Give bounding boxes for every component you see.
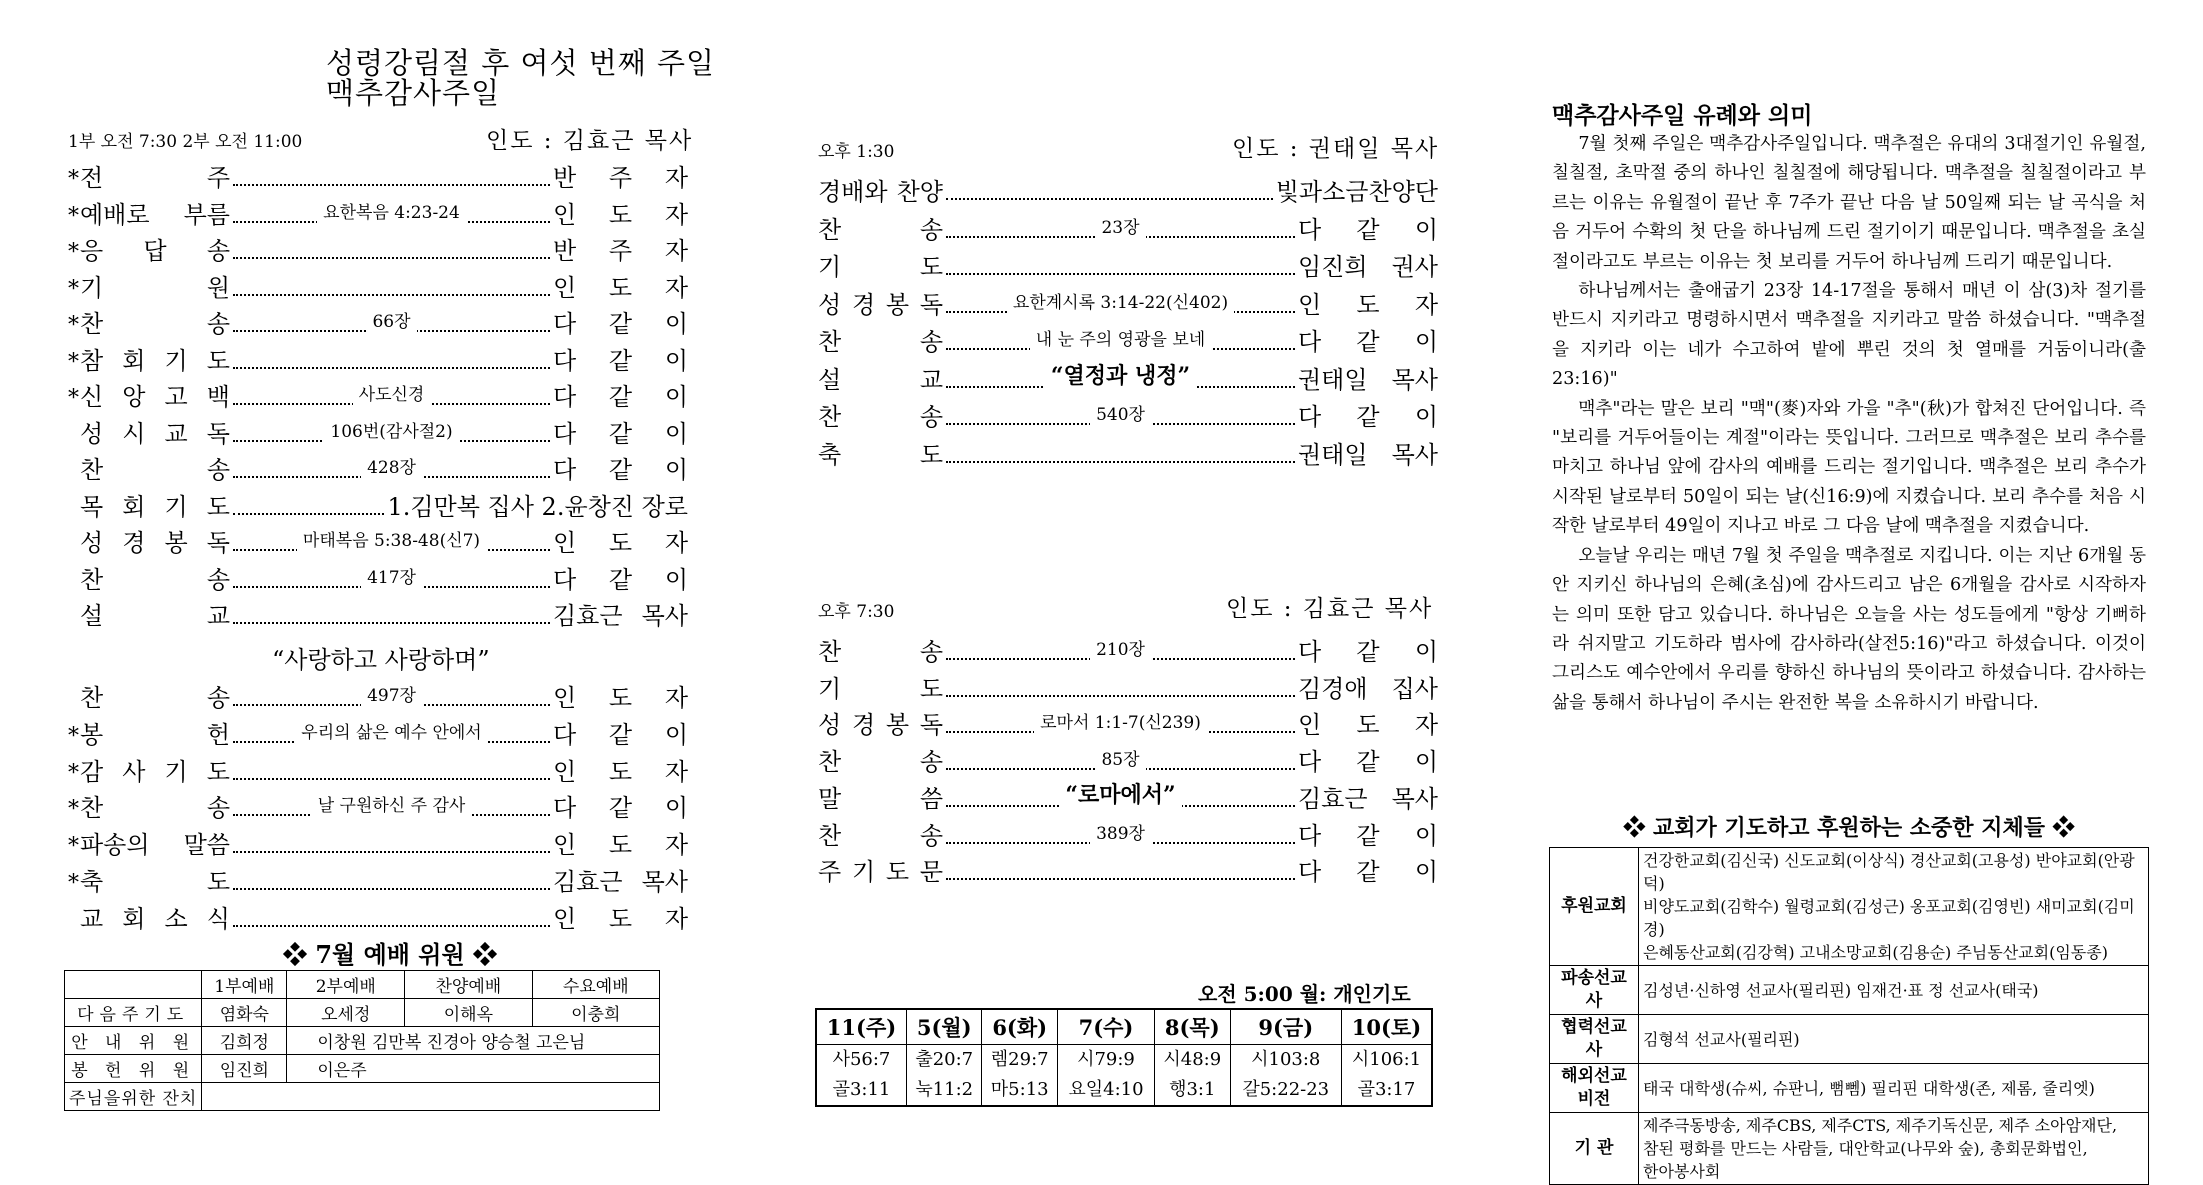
support-detail: 제주극동방송, 제주CBS, 제주CTS, 제주기독신문, 제주 소아암재단, 참된 평화를 만드는 사람들, 대안학교(나무와 숲), 총회문화법인, 한아봉사회 [1639,1113,2149,1185]
worship-item [818,360,1438,396]
leader-label: 인도 : 김효근 목사 [486,128,694,154]
table-row [65,1083,660,1111]
item-person: 다 같 이 [1298,748,1438,777]
item-label: 찬 송 [80,794,230,823]
committee-header: 2부예배 [287,971,405,999]
support-detail: 태국 대학생(슈씨, 슈판니, 뻠뻼) 필리핀 대학생(존, 제롬, 줄리엣) [1639,1064,2149,1113]
standing-mark: * [68,871,79,896]
worship-item [68,450,688,486]
worship-item [68,231,688,267]
weekday-header: 7(수) [1057,1009,1154,1045]
item-label: 기 도 [818,253,943,281]
item-label: 기 원 [80,273,230,302]
committee-cell: 김희정 [202,1027,287,1055]
table-row [65,1027,660,1055]
item-label: 신 앙 고 백 [80,383,230,411]
worship-item [818,247,1438,283]
item-person: 다 같 이 [1298,638,1438,666]
support-title: ❖ 교회가 기도하고 후원하는 소중한 지체들 ❖ [1623,815,2075,841]
item-label: 교 회 소 식 [80,904,230,933]
item-label: 말 씀 [818,784,943,813]
item-detail: 540장 [946,400,1295,425]
scripture-cell: 시48:9 [1155,1045,1230,1076]
standing-mark: * [68,386,79,411]
item-detail: 85장 [946,745,1295,770]
item-detail: 497장 [233,681,550,706]
item-detail: 23장 [946,213,1295,238]
item-person: 인 도 자 [553,684,688,712]
item-person: 김경애 집사 [1298,674,1438,703]
page-title: 성령강림절 후 여섯 번째 주일 [326,46,716,80]
standing-mark: * [68,276,79,302]
worship-item [68,862,688,898]
sermon-title: “사랑하고 사랑하며” [272,646,490,674]
item-label: 찬 송 [80,456,230,484]
item-label: 전 주 [80,164,230,192]
item-detail: “열정과 냉정” [946,359,1295,390]
item-person: 다 같 이 [1298,403,1438,431]
support-table [1549,847,2149,1185]
item-label: 참 회 기 도 [80,346,230,375]
item-person: 임진희 권사 [1298,253,1438,281]
worship-item [818,779,1438,815]
item-label: 찬 송 [818,638,943,666]
scripture-cell: 눅11:2 [906,1075,981,1106]
dawn-prayer-label: 오전 5:00 월: 개인기도 [1198,982,1411,1006]
item-detail: 사도신경 [233,380,550,405]
item-detail: 요한계시록 3:14-22(신402) [946,288,1295,313]
item-person: 김효근 목사 [553,602,688,630]
committee-header: 수요예배 [532,971,659,999]
committee-cell [202,1083,660,1111]
item-label: 찬 송 [80,565,230,594]
item-detail: 210장 [946,635,1295,660]
item-person: 다 같 이 [553,419,688,448]
committee-cell: 염화숙 [202,999,287,1027]
item-label: 찬 송 [818,328,943,356]
item-detail: 날 구원하신 주 감사 [233,791,550,816]
worship-item [68,377,688,413]
scripture-cell: 갈5:22-23 [1230,1075,1341,1106]
weekday-header: 8(목) [1155,1009,1230,1045]
worship-item [68,158,688,194]
standing-mark: * [68,313,79,338]
support-category: 파송선교사 [1550,966,1639,1015]
table-row [816,1045,1432,1076]
item-label: 경배와 찬양 [818,178,943,206]
item-detail: 로마서 1:1-7(신239) [946,708,1295,733]
standing-mark: * [68,203,79,229]
item-person: 다 같 이 [1298,821,1438,850]
weekday-header: 10(토) [1341,1009,1432,1045]
item-person: 다 같 이 [553,794,688,823]
table-row [1550,1113,2149,1185]
committee-role: 다음주기도 [65,999,202,1027]
weekday-header: 9(금) [1230,1009,1341,1045]
service-times: 1부 오전 7:30 2부 오전 11:00 [68,132,303,152]
support-detail: 건강한교회(김신국) 신도교회(이상식) 경산교회(고용성) 반야교회(안광덕) 비양도교회(김학수) 월령교회(김성근) 옹포교회(김영빈) 새미교회(김미경) 은혜동산교회(김강혁) 고내소망교회(김용순) 주님동산교회(임동종) [1639,848,2149,966]
item-label: 축 도 [818,440,943,469]
worship-item [818,816,1438,852]
worship-item [818,397,1438,433]
worship-item [68,899,688,935]
committee-role: 봉 헌 위 원 [65,1055,202,1083]
scripture-cell: 시79:9 [1057,1045,1154,1076]
committee-role: 주님을위한 잔치 [65,1083,202,1111]
worship-item [818,705,1438,741]
item-person: 다 같 이 [553,383,688,411]
worship-item [68,560,688,596]
item-person: 인 도 자 [553,904,688,933]
worship-item [68,523,688,559]
standing-mark: * [68,760,79,786]
item-label: 찬 송 [80,310,230,338]
table-row [1550,1015,2149,1064]
item-detail: 마태복음 5:38-48(신7) [233,526,550,551]
committee-cell: 이창원 김만복 진경아 양승철 고은님 [287,1027,660,1055]
item-label: 감 사 기 도 [80,757,230,786]
item-label: 기 도 [818,674,943,703]
item-person: 1.김만복 집사 2.윤창진 장로 [387,492,688,521]
item-person: 다 같 이 [1298,858,1438,887]
evening-leader: 인도 : 김효근 목사 [1226,596,1434,622]
item-person: 다 같 이 [553,346,688,375]
article-heading: 맥추감사주일 유례와 의미 [1552,102,1813,129]
committee-header: 찬양예배 [405,971,532,999]
item-person: 인 도 자 [553,529,688,557]
item-detail: 417장 [233,563,550,588]
support-category: 해외선교비전 [1550,1064,1639,1113]
item-label: 성 시 교 독 [80,419,230,448]
item-detail: 106번(감사절2) [233,417,550,442]
support-category: 기 관 [1550,1113,1639,1185]
item-label: 응 답 송 [80,237,230,265]
item-person: 인 도 자 [553,757,688,786]
scripture-cell: 골3:17 [1341,1075,1432,1106]
worship-item [68,414,688,450]
support-category: 후원교회 [1550,848,1639,966]
table-row [65,999,660,1027]
worship-item [68,341,688,377]
item-label: 파송의 말씀 [80,831,230,860]
article-paragraph: 하나님께서는 출애굽기 23장 14-17절을 통해서 매년 이 삼(3)차 절기를 반드시 지키라고 명령하시면서 맥추절을 지키라고 말씀 하셨습니다. "맥추절을 지키라 이는 네가 수고하여 밭에 뿌린 것의 첫 열매를 거둠이니라(출23:16)" [1552,281,2146,390]
worship-item [68,596,688,632]
standing-mark: * [68,834,79,860]
worship-item [818,322,1438,358]
item-detail: “로마에서” [946,778,1295,809]
worship-item [68,678,688,714]
item-person: 권태일 목사 [1298,440,1438,469]
item-detail: 428장 [233,453,550,478]
item-label: 찬 송 [818,403,943,431]
item-person: 김효근 목사 [1298,784,1438,813]
item-label: 설 교 [818,365,943,394]
standing-mark: * [68,240,79,265]
article-paragraph: 오늘날 우리는 매년 7월 첫 주일을 맥추절로 지킵니다. 이는 지난 6개월 동안 지키신 하나님의 은혜(초심)에 감사드리고 남은 6개월을 감사로 시작하자는 의미 또한 담고 있습니다. 하나님은 오늘을 사는 성도들에게 "항상 기뻐하라 쉬지말고 기도하라 범사에 감사하라(살전5:16)"라고 하셨습니다. 이것이 그리스도 예수안에서 우리를 향하신 하나님의 뜻이라고 하셨습니다. 감사하는 삶을 통해서 하나님이 주시는 완전한 복을 소유하시기 바랍니다. [1552,545,2146,713]
worship-item [818,742,1438,778]
worship-item [68,304,688,340]
evening-time: 오후 7:30 [818,602,895,622]
item-person: 다 같 이 [553,456,688,484]
committee-cell: 이해옥 [405,999,532,1027]
item-person: 다 같 이 [553,310,688,338]
committee-role: 안 내 위 원 [65,1027,202,1055]
worship-item [68,268,688,304]
item-label: 찬 송 [80,684,230,712]
scripture-cell: 시106:1 [1341,1045,1432,1076]
item-person: 반 주 자 [553,164,688,192]
worship-item [68,788,688,824]
item-label: 성 경 봉 독 [818,711,943,740]
worship-item [818,435,1438,471]
scripture-cell: 요일4:10 [1057,1075,1154,1106]
committee-table [64,970,660,1111]
afternoon-leader: 인도 : 권태일 목사 [1232,136,1440,162]
article-paragraph: 7월 첫째 주일은 맥추감사주일입니다. 맥추절은 유대의 3대절기인 유월절, 칠칠절, 초막절 중의 하나인 칠칠절에 해당됩니다. 맥추절을 칠칠절이라고 부르는 이유는 유월절이 끝난 후 7주가 끝난 다음 날 50일째 되는 날 곡식을 처음 거두어 수확의 첫 단을 하나님께 드린 절기이기 때문입니다. 맥추절을 초실절이라고도 부르는 이유는 첫 보리를 거두어 하나님께 드리기 때문입니다. [1552,134,2146,272]
scripture-cell: 시103:8 [1230,1045,1341,1076]
scripture-cell: 출20:7 [906,1045,981,1076]
committee-header: 1부예배 [202,971,287,999]
support-detail: 김성년·신하영 선교사(필리핀) 임재건·표 정 선교사(태국) [1639,966,2149,1015]
item-person: 빛과소금찬양단 [1275,178,1438,206]
item-label: 축 도 [80,868,230,896]
worship-item [818,172,1438,208]
item-person: 인 도 자 [553,273,688,302]
item-person: 권태일 목사 [1298,365,1438,394]
item-detail: 389장 [946,819,1295,844]
weekly-scripture-table [815,1008,1433,1107]
afternoon-time: 오후 1:30 [818,142,895,162]
item-person: 인 도 자 [1298,290,1438,319]
item-person: 인 도 자 [553,200,688,229]
worship-item [818,852,1438,888]
item-label: 성 경 봉 독 [818,290,943,319]
worship-item [818,285,1438,321]
committee-header [65,971,202,999]
item-label: 설 교 [80,602,230,630]
worship-item [818,210,1438,246]
committee-cell: 임진희 [202,1055,287,1083]
table-row [1550,966,2149,1015]
scripture-cell: 렘29:7 [982,1045,1057,1076]
worship-item [68,487,688,523]
item-label: 찬 송 [818,215,943,244]
worship-item [818,669,1438,705]
support-category: 협력선교사 [1550,1015,1639,1064]
article-body [1552,130,2146,718]
item-label: 성 경 봉 독 [80,529,230,557]
item-person: 다 같 이 [1298,215,1438,244]
standing-mark: * [68,723,79,749]
table-row [816,1075,1432,1106]
item-label: 찬 송 [818,748,943,777]
worship-item [68,825,688,861]
item-detail: 내 눈 주의 영광을 보네 [946,325,1295,350]
worship-item [68,715,688,751]
committee-cell: 이은주 [287,1055,660,1083]
item-label: 목 회 기 도 [80,492,230,521]
weekday-header: 5(월) [906,1009,981,1045]
standing-mark: * [68,167,79,192]
item-label: 예배로 부름 [80,200,230,229]
committee-cell: 이충희 [532,999,659,1027]
table-row [1550,848,2149,966]
item-person: 인 도 자 [553,831,688,860]
item-person: 다 같 이 [1298,328,1438,356]
item-label: 주 기 도 문 [818,858,943,887]
article-paragraph: 맥추"라는 말은 보리 "맥"(麥)자와 가을 "추"(秋)가 합쳐진 단어입니다. 즉 "보리를 거두어들이는 계절"이라는 뜻입니다. 그러므로 맥추절은 보리 추수를 마치고 하나님 앞에 감사의 예배를 드리는 절기입니다. 맥추절은 보리 추수가 시작된 날로부터 50일이 되는 날(신16:9)에 지켰습니다. 보리 추수를 처음 시작한 날로부터 49일이 지나고 바로 그 다음 날에 맥추절을 지켰습니다. [1552,398,2146,537]
standing-mark: * [68,349,79,375]
worship-item [818,632,1438,668]
committee-title: ❖ 7월 예배 위원 ❖ [282,940,498,969]
support-detail: 김형석 선교사(필리핀) [1639,1015,2149,1064]
scripture-cell: 마5:13 [982,1075,1057,1106]
scripture-cell: 행3:1 [1155,1075,1230,1106]
item-person: 김효근 목사 [553,868,688,896]
committee-cell: 오세정 [287,999,405,1027]
item-label: 봉 헌 [80,720,230,749]
weekday-header: 11(주) [816,1009,906,1045]
standing-mark: * [68,797,79,823]
table-row [1550,1064,2149,1113]
item-detail: 66장 [233,307,550,332]
item-label: 찬 송 [818,821,943,850]
item-detail: 요한복음 4:23-24 [233,198,550,223]
worship-item [68,752,688,788]
table-row [65,1055,660,1083]
item-detail: 우리의 삶은 예수 안에서 [233,718,550,743]
item-person: 다 같 이 [553,565,688,594]
item-person: 반 주 자 [553,237,688,265]
scripture-cell: 골3:11 [816,1075,906,1106]
weekday-header: 6(화) [982,1009,1057,1045]
item-person: 다 같 이 [553,720,688,749]
page-subtitle: 맥추감사주일 [326,76,501,110]
scripture-cell: 사56:7 [816,1045,906,1076]
worship-item [68,195,688,231]
item-person: 인 도 자 [1298,711,1438,740]
